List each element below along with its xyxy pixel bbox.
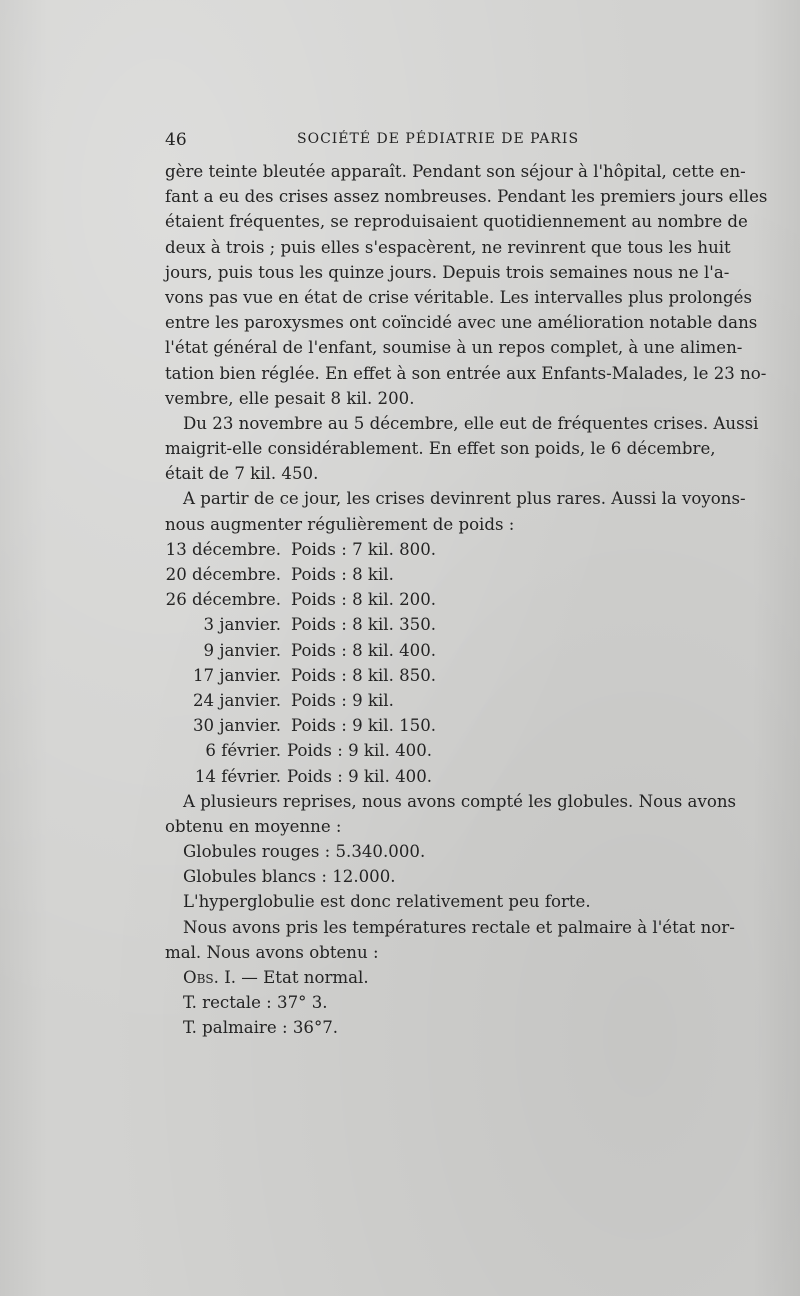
weight-row	[165, 638, 701, 663]
text-line: mal. Nous avons obtenu :	[165, 942, 379, 962]
weight-value: Poids : 8 kil. 350.	[291, 615, 437, 635]
weight-list	[165, 537, 701, 789]
paragraph-amaigrissement	[165, 411, 759, 487]
weight-value: Poids : 8 kil. 850.	[291, 665, 437, 685]
weight-value: Poids : 9 kil.	[291, 690, 394, 710]
paragraph-globules	[165, 789, 737, 839]
text-line: était de 7 kil. 450.	[165, 464, 319, 484]
text-line: l'état général de l'enfant, soumise à un repos complet, à une alimen-	[165, 338, 743, 358]
text-line: vons pas vue en état de crise véritable. Les intervalles plus prolongés	[165, 287, 752, 307]
weight-row	[165, 587, 701, 612]
text-line: A partir de ce jour, les crises devinrent plus rares. Aussi la voyons-	[183, 489, 746, 509]
weight-row	[165, 764, 701, 789]
weight-row	[165, 537, 701, 562]
weight-row	[165, 738, 701, 763]
weight-date: 30 janvier.	[193, 716, 281, 736]
weight-date: 26 décembre.	[165, 590, 281, 610]
weight-date: 17 janvier.	[193, 665, 281, 685]
text-line: nous augmenter régulièrement de poids :	[165, 514, 515, 534]
weight-date: 3 janvier.	[203, 615, 281, 635]
weight-row	[165, 663, 701, 688]
globules-blancs: Globules blancs : 12.000.	[183, 867, 396, 887]
weight-value: Poids : 7 kil. 800.	[291, 539, 437, 559]
text-line: tation bien réglée. En effet à son entrée aux Enfants-Malades, le 23 no-	[165, 363, 767, 383]
hyperglobulie-note: L'hyperglobulie est donc relativement peu forte.	[183, 892, 591, 912]
text-line: maigrit-elle considérablement. En effet son poids, le 6 décembre,	[165, 439, 716, 459]
weight-value: Poids : 9 kil. 400.	[287, 741, 433, 761]
paragraph-crises	[165, 159, 768, 411]
text-line: fant a eu des crises assez nombreuses. Pendant les premiers jours elles	[165, 187, 768, 207]
text-line: jours, puis tous les quinze jours. Depuis trois semaines nous ne l'a-	[165, 262, 730, 282]
weight-value: Poids : 8 kil. 200.	[291, 590, 437, 610]
weight-row	[165, 612, 701, 637]
text-line: vembre, elle pesait 8 kil. 200.	[165, 388, 415, 408]
text-line: obtenu en moyenne :	[165, 816, 342, 836]
text-line: gère teinte bleutée apparaît. Pendant son séjour à l'hôpital, cette en-	[165, 162, 746, 181]
body-text	[165, 159, 768, 1041]
weight-value: Poids : 8 kil. 400.	[291, 640, 437, 660]
weight-value: Poids : 8 kil.	[291, 565, 394, 584]
observation-label: Obs. I.	[183, 968, 237, 987]
weight-value: Poids : 9 kil. 400.	[287, 766, 433, 786]
text-line: entre les paroxysmes ont coïncidé avec une amélioration notable dans	[165, 313, 758, 333]
weight-value: Poids : 9 kil. 150.	[291, 716, 437, 736]
observation-title: — Etat normal.	[236, 968, 369, 987]
weight-date: 14 février.	[194, 766, 281, 786]
weight-row	[165, 713, 701, 738]
paragraph-augmentation	[165, 486, 746, 536]
weight-date: 13 décembre.	[165, 539, 281, 559]
text-line: Nous avons pris les températures rectale et palmaire à l'état nor-	[183, 917, 735, 937]
observation-heading	[165, 965, 701, 990]
weight-date: 6 février.	[205, 741, 281, 761]
text-line: A plusieurs reprises, nous avons compté les globules. Nous avons	[183, 791, 737, 811]
temperature-palmaire: T. palmaire : 36°7.	[183, 1018, 339, 1038]
text-line: deux à trois ; puis elles s'espacèrent, ne revinrent que tous les huit	[165, 237, 731, 257]
text-line: étaient fréquentes, se reproduisaient quotidiennement au nombre de	[165, 212, 748, 232]
page-number: 46	[165, 130, 187, 150]
running-head	[165, 128, 701, 154]
journal-title: SOCIÉTÉ DE PÉDIATRIE DE PARIS	[297, 131, 580, 147]
weight-row	[165, 562, 701, 587]
weight-row	[165, 688, 701, 713]
weight-date: 20 décembre.	[165, 565, 281, 584]
text-line: Du 23 novembre au 5 décembre, elle eut de fréquentes crises. Aussi	[183, 413, 759, 433]
paragraph-temperatures	[165, 915, 735, 965]
weight-date: 24 janvier.	[193, 690, 281, 710]
globules-rouges: Globules rouges : 5.340.000.	[183, 842, 426, 862]
temperature-rectale: T. rectale : 37° 3.	[183, 993, 328, 1013]
weight-date: 9 janvier.	[203, 640, 281, 660]
